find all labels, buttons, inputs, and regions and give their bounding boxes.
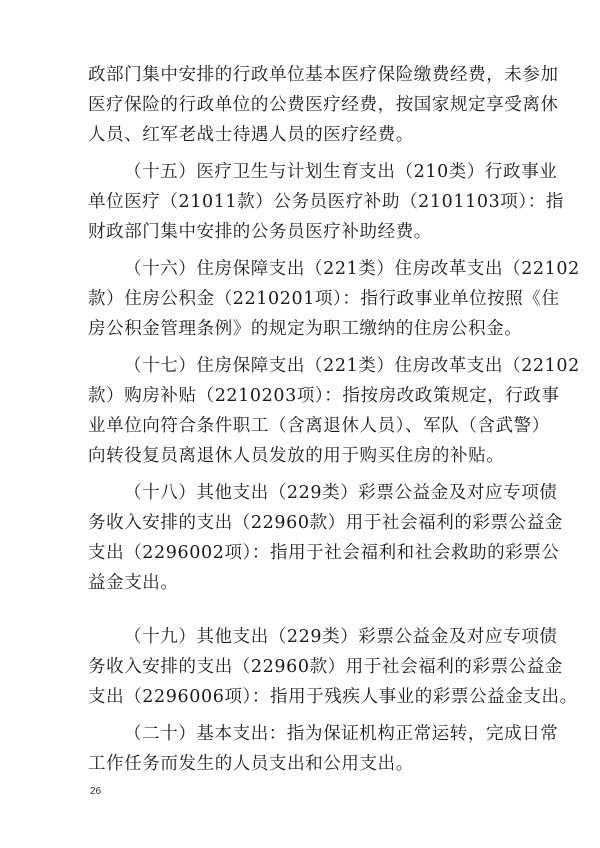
text-line: 业单位向符合条件职工（含离退休人员）、军队（含武警） — [88, 416, 550, 436]
paragraph-medical-funds-continued — [88, 60, 559, 150]
text-line: （十七）住房保障支出（221类）住房改革支出（22102 — [124, 356, 580, 376]
paragraph-item-17 — [88, 351, 580, 471]
text-line: 向转役复员离退休人员发放的用于购买住房的补贴。 — [88, 446, 505, 466]
text-line: 款）住房公积金（2210201项）：指行政事业单位按照《住 — [88, 289, 560, 309]
text-line: （十五）医疗卫生与计划生育支出（210类）行政事业 — [124, 162, 558, 182]
text-line: 款）购房补贴（2210203项）：指按房改政策规定，行政事 — [88, 386, 560, 406]
page-number: 26 — [90, 786, 102, 797]
paragraph-item-18 — [88, 478, 563, 598]
text-line: 房公积金管理条例》的规定为职工缴纳的住房公积金。 — [88, 319, 523, 339]
paragraph-item-19 — [88, 622, 578, 712]
text-line: 医疗保险的行政单位的公费医疗经费，按国家规定享受离休 — [88, 95, 559, 115]
paragraph-item-15 — [88, 157, 564, 247]
text-line: 支出（2296002项）：指用于社会福利和社会救助的彩票公 — [88, 543, 560, 563]
paragraph-item-16 — [88, 254, 580, 344]
text-line: （十九）其他支出（229类）彩票公益金及对应专项债 — [124, 627, 558, 647]
text-line: 务收入安排的支出（22960款）用于社会福利的彩票公益金 — [88, 657, 563, 677]
text-line: 人员、红军老战士待遇人员的医疗经费。 — [88, 125, 414, 145]
text-line: 财政部门集中安排的公务员医疗补助经费。 — [88, 222, 432, 242]
text-line: 单位医疗（21011款）公务员医疗补助（2101103项）：指 — [88, 192, 564, 212]
text-line: 政部门集中安排的行政单位基本医疗保险缴费经费，未参加 — [88, 65, 559, 85]
text-line: （十八）其他支出（229类）彩票公益金及对应专项债 — [124, 483, 558, 503]
text-line: 支出（2296006项）：指用于残疾人事业的彩票公益金支出。 — [88, 687, 578, 707]
text-line: （二十）基本支出：指为保证机构正常运转，完成日常 — [124, 724, 559, 744]
text-line: （十六）住房保障支出（221类）住房改革支出（22102 — [124, 259, 580, 279]
text-line: 工作任务而发生的人员支出和公用支出。 — [88, 754, 414, 774]
text-line: 益金支出。 — [88, 573, 179, 593]
document-body — [88, 60, 580, 786]
text-line: 务收入安排的支出（22960款）用于社会福利的彩票公益金 — [88, 513, 563, 533]
paragraph-item-20 — [88, 719, 559, 779]
